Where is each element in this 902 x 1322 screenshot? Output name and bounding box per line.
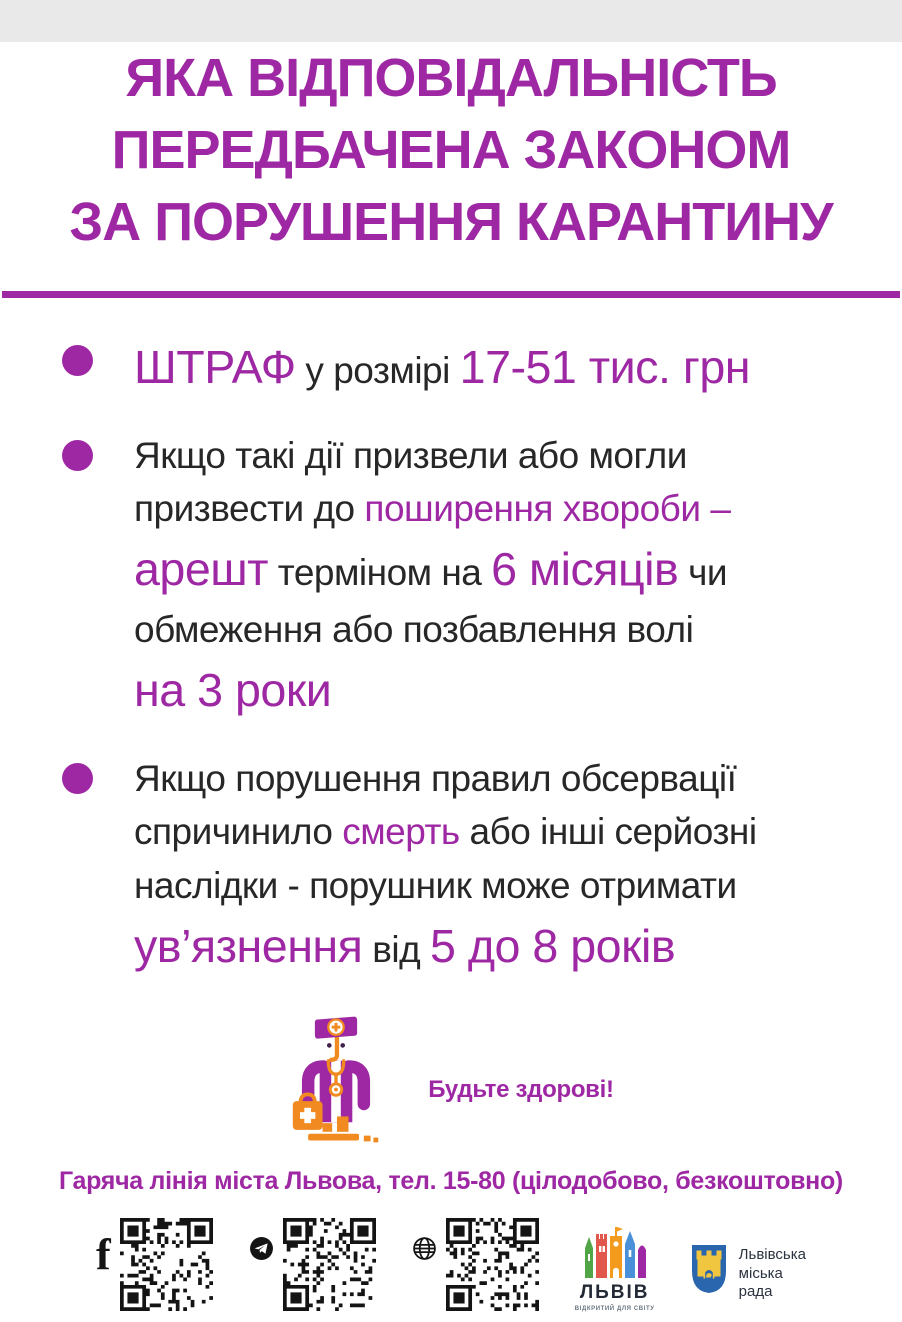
council-name-line-1: Львівська (738, 1246, 806, 1264)
lviv-logo-tagline: ВІДКРИТИЙ ДЛЯ СВІТУ (574, 1306, 655, 1313)
bullet-line: обмеження або позбавлення волі (134, 609, 694, 651)
facebook-qr-group (96, 1218, 213, 1311)
mascot-row (0, 1007, 902, 1151)
bullet-dot-icon (62, 440, 93, 471)
council-name-line-2: міська (738, 1264, 783, 1282)
bullet-line: спричинило смерть або інші серйозні (134, 811, 757, 853)
lviv-city-logo (575, 1226, 655, 1312)
globe-icon (412, 1236, 437, 1261)
title-divider (2, 291, 900, 298)
bullet-line: ув’язнення від 5 до 8 років (134, 919, 676, 972)
telegram-qr-code (283, 1218, 376, 1311)
bullet-dot-icon (62, 763, 93, 794)
lviv-logo-title: ЛЬВІВ (579, 1282, 650, 1304)
telegram-icon (249, 1236, 274, 1261)
title-line-2: ПЕРЕДБАЧЕНА ЗАКОНОМ (111, 120, 791, 180)
lviv-towers-illustration (583, 1226, 647, 1280)
facebook-icon: f (96, 1230, 111, 1280)
council-name (739, 1246, 806, 1301)
bullet-item (62, 429, 872, 725)
bullet-line: арешт терміном на 6 місяців чи (134, 542, 728, 595)
bullet-item (62, 752, 872, 981)
doctor-mascot-illustration (288, 1007, 384, 1151)
facebook-qr-code (120, 1218, 213, 1311)
bullet-line: Якщо порушення правил обсервації (134, 757, 737, 799)
bullet-item (62, 334, 872, 402)
council-coat-of-arms (691, 1244, 727, 1294)
title-line-3: ЗА ПОРУШЕННЯ КАРАНТИНУ (69, 192, 833, 252)
bullet-line: призвести до поширення хвороби – (134, 488, 731, 530)
title-line-1: ЯКА ВІДПОВІДАЛЬНІСТЬ (125, 48, 777, 108)
hotline-text: Гаряча лінія міста Львова, тел. 15-80 (цілодобово, безкоштовно) (59, 1167, 843, 1196)
city-council-logo (691, 1244, 806, 1301)
mascot-caption: Будьте здорові! (428, 1076, 614, 1104)
bullet-line: Якщо такі дії призвели або могли (134, 434, 687, 476)
bullet-text (134, 429, 730, 725)
council-name-line-3: рада (738, 1282, 773, 1300)
bullet-line: ШТРАФ у розмірі 17-51 тис. грн (134, 341, 751, 393)
telegram-qr-group (249, 1218, 376, 1311)
bullet-line: наслідки - порушник може отримати (134, 864, 737, 906)
bullet-text (134, 752, 757, 981)
bullet-dot-icon (62, 345, 93, 376)
quarantine-penalties-poster (0, 42, 902, 1322)
bullet-line: на 3 роки (134, 664, 332, 717)
bullet-text (134, 334, 750, 402)
website-qr-code (446, 1218, 539, 1311)
footer (0, 1218, 902, 1312)
bullet-list (0, 334, 902, 980)
poster-title (0, 42, 902, 258)
website-qr-group (412, 1218, 539, 1311)
